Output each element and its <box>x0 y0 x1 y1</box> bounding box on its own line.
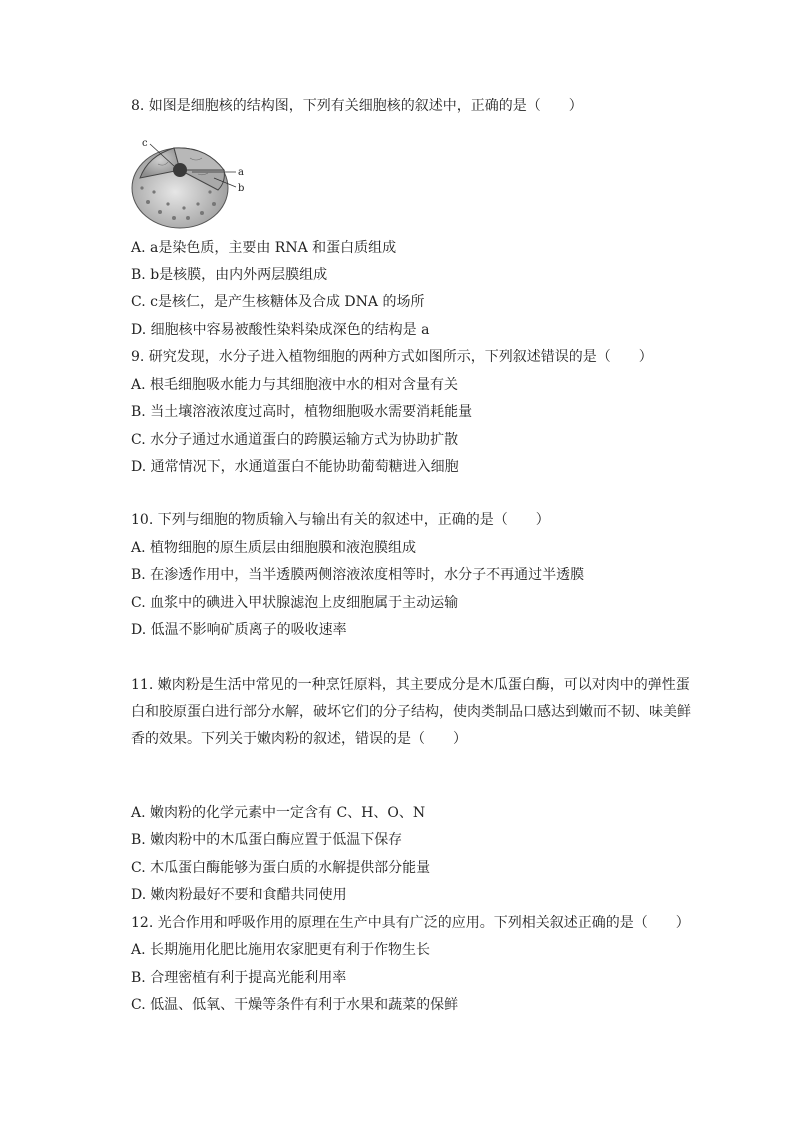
q8-option-d: D. 细胞核中容易被酸性染料染成深色的结构是 a <box>131 322 430 338</box>
nucleus-structure-figure <box>128 130 258 230</box>
q8-option-c: C. c是核仁，是产生核糖体及合成 DNA 的场所 <box>131 294 425 310</box>
q10-option-b: B. 在渗透作用中，当半透膜两侧溶液浓度相等时，水分子不再通过半透膜 <box>131 567 585 583</box>
q9-option-a: A. 根毛细胞吸水能力与其细胞液中水的相对含量有关 <box>131 377 459 393</box>
q11-option-a: A. 嫩肉粉的化学元素中一定含有 C、H、O、N <box>131 805 426 821</box>
q12-option-b: B. 合理密植有利于提高光能利用率 <box>131 970 347 986</box>
q12-option-a: A. 长期施用化肥比施用农家肥更有利于作物生长 <box>131 942 431 958</box>
q9-option-c: C. 水分子通过水通道蛋白的跨膜运输方式为协助扩散 <box>131 432 459 448</box>
q8-option-b: B. b是核膜，由内外两层膜组成 <box>131 267 328 283</box>
figure-label-b: b <box>238 183 245 194</box>
q9-option-b: B. 当土壤溶液浓度过高时，植物细胞吸水需要消耗能量 <box>131 404 473 420</box>
q10-option-d: D. 低温不影响矿质离子的吸收速率 <box>131 622 347 638</box>
q12-stem: 12. 光合作用和呼吸作用的原理在生产中具有广泛的应用。下列相关叙述正确的是（ ） <box>131 915 690 931</box>
q11-option-b: B. 嫩肉粉中的木瓜蛋白酶应置于低温下保存 <box>131 832 403 848</box>
q11-option-d: D. 嫩肉粉最好不要和食醋共同使用 <box>131 887 347 903</box>
figure-label-c: c <box>142 138 148 149</box>
q10-option-c: C. 血浆中的碘进入甲状腺滤泡上皮细胞属于主动运输 <box>131 595 459 611</box>
q10-option-a: A. 植物细胞的原生质层由细胞膜和液泡膜组成 <box>131 540 417 556</box>
q10-stem: 10. 下列与细胞的物质输入与输出有关的叙述中，正确的是（ ） <box>131 512 550 528</box>
q8-stem: 8. 如图是细胞核的结构图，下列有关细胞核的叙述中，正确的是（ ） <box>131 98 583 114</box>
q12-option-c: C. 低温、低氧、干燥等条件有利于水果和蔬菜的保鲜 <box>131 997 459 1013</box>
q9-option-d: D. 通常情况下，水通道蛋白不能协助葡萄糖进入细胞 <box>131 459 459 475</box>
figure-label-a: a <box>238 167 244 178</box>
q9-stem: 9. 研究发现，水分子进入植物细胞的两种方式如图所示，下列叙述错误的是（ ） <box>131 349 653 365</box>
q11-option-c: C. 木瓜蛋白酶能够为蛋白质的水解提供部分能量 <box>131 860 431 876</box>
q11-stem: 11. 嫩肉粉是生活中常见的一种烹饪原料，其主要成分是木瓜蛋白酶，可以对肉中的弹性蛋白和胶原蛋白进行部分水解，破坏它们的分子结构，使肉类制品口感达到嫩而不韧、味美鲜香的效果。下列关于嫩肉粉的叙述，错误的是（ ） <box>131 677 691 747</box>
q8-option-a: A. a是染色质，主要由 RNA 和蛋白质组成 <box>131 240 397 256</box>
